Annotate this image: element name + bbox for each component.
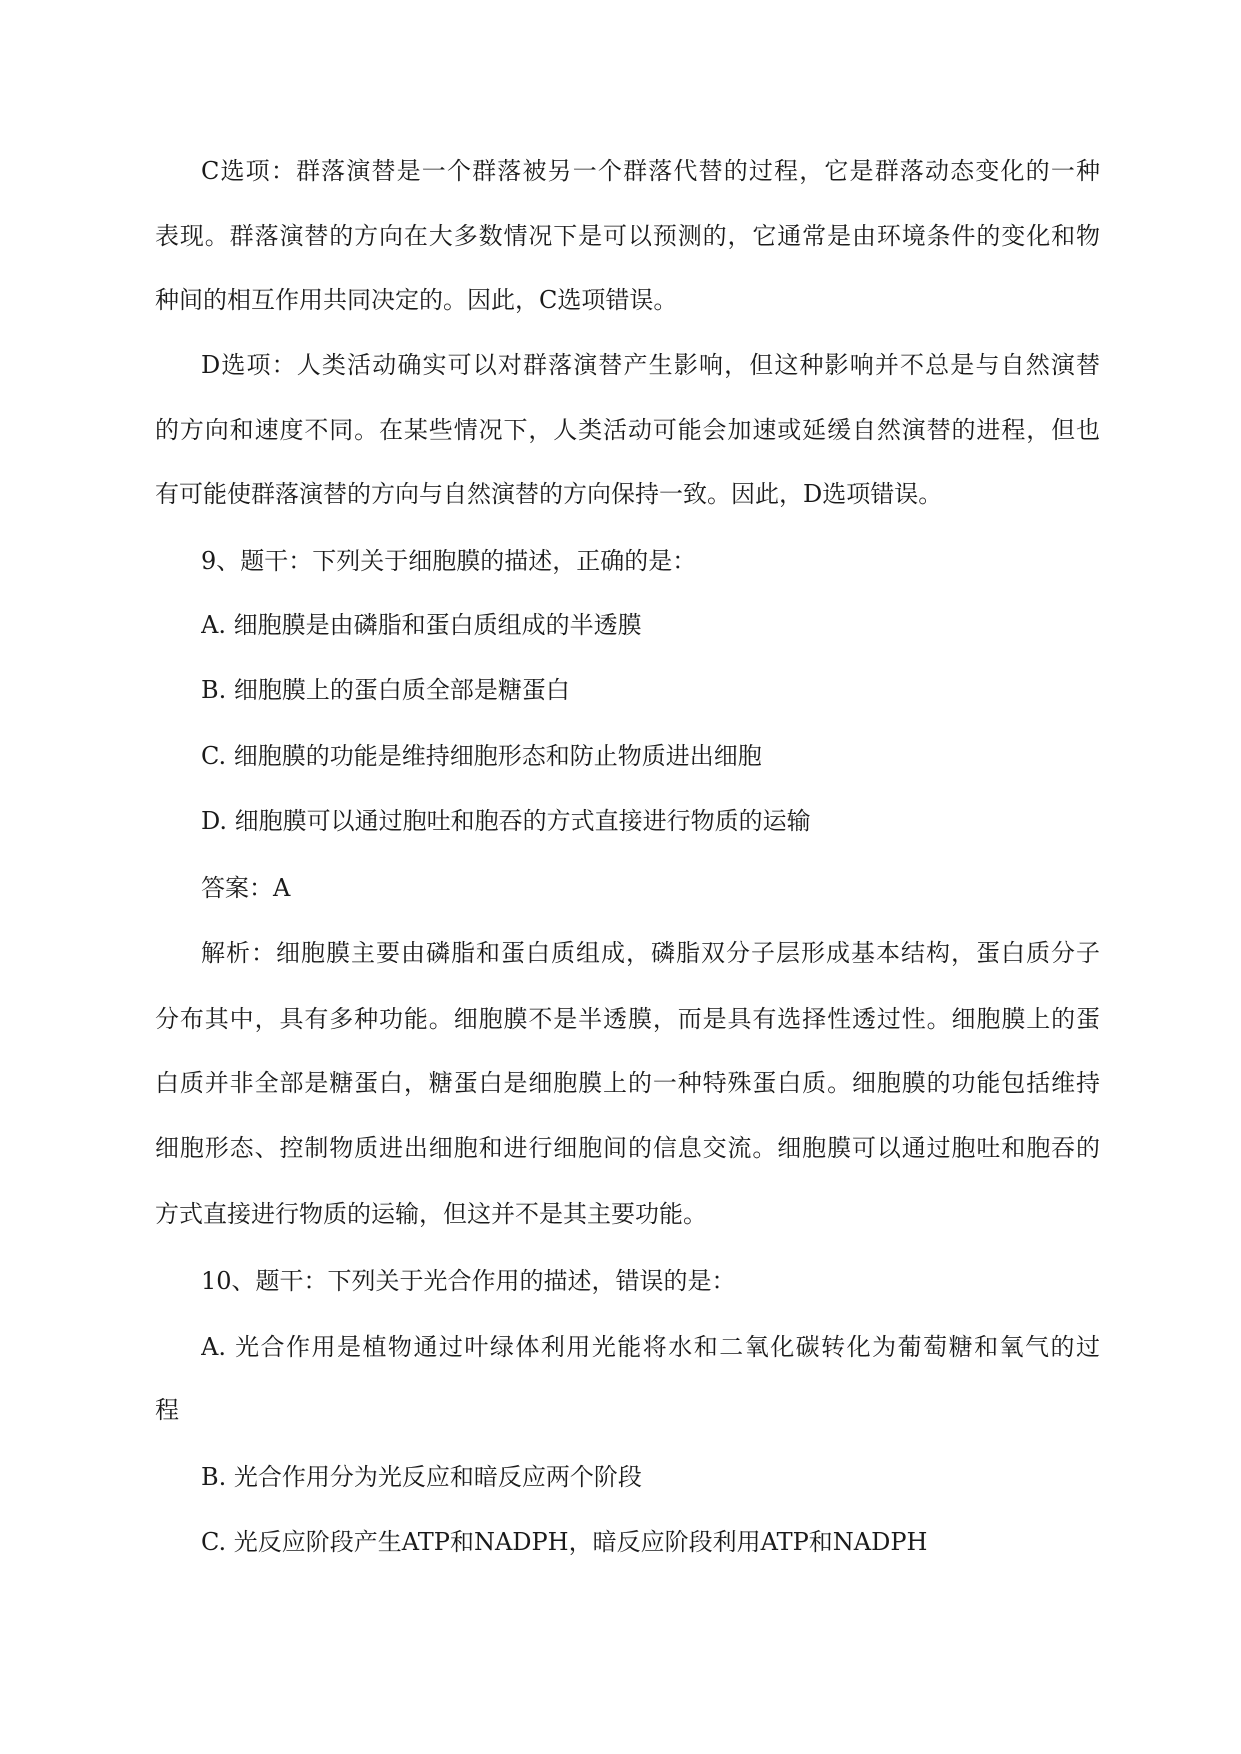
question-9-option-b: B. 细胞膜上的蛋白质全部是糖蛋白: [201, 676, 570, 704]
question-10-stem: 10、题干：下列关于光合作用的描述，错误的是：: [201, 1267, 736, 1295]
option-d-analysis-line: 有可能使群落演替的方向与自然演替的方向保持一致。因此，D选项错误。: [155, 480, 943, 508]
explanation-line: 方式直接进行物质的运输，但这并不是其主要功能。: [155, 1200, 707, 1228]
question-9-option-c: C. 细胞膜的功能是维持细胞形态和防止物质进出细胞: [201, 742, 762, 770]
question-9-stem: 9、题干：下列关于细胞膜的描述，正确的是：: [201, 547, 697, 575]
option-c-analysis-line: C选项：群落演替是一个群落被另一个群落代替的过程，它是群落动态变化的一种: [201, 157, 1100, 185]
question-10-option-b: B. 光合作用分为光反应和暗反应两个阶段: [201, 1463, 642, 1491]
option-d-analysis-line: D选项：人类活动确实可以对群落演替产生影响，但这种影响并不总是与自然演替: [201, 351, 1100, 379]
question-9-answer: 答案：A: [201, 874, 291, 902]
question-10-option-c: C. 光反应阶段产生ATP和NADPH，暗反应阶段利用ATP和NADPH: [201, 1528, 928, 1556]
option-a-line: 程: [155, 1396, 179, 1424]
option-c-analysis-line: 表现。群落演替的方向在大多数情况下是可以预测的，它通常是由环境条件的变化和物: [155, 222, 1100, 250]
explanation-line: 白质并非全部是糖蛋白，糖蛋白是细胞膜上的一种特殊蛋白质。细胞膜的功能包括维持: [155, 1069, 1100, 1097]
explanation-line: 分布其中，具有多种功能。细胞膜不是半透膜，而是具有选择性透过性。细胞膜上的蛋: [155, 1005, 1100, 1033]
option-c-analysis-line: 种间的相互作用共同决定的。因此，C选项错误。: [155, 286, 678, 314]
question-9-option-a: A. 细胞膜是由磷脂和蛋白质组成的半透膜: [201, 611, 642, 639]
option-d-analysis-line: 的方向和速度不同。在某些情况下，人类活动可能会加速或延缓自然演替的进程，但也: [155, 416, 1100, 444]
option-a-line: A. 光合作用是植物通过叶绿体利用光能将水和二氧化碳转化为葡萄糖和氧气的过: [201, 1333, 1100, 1361]
explanation-line: 细胞形态、控制物质进出细胞和进行细胞间的信息交流。细胞膜可以通过胞吐和胞吞的: [155, 1134, 1100, 1162]
explanation-line: 解析：细胞膜主要由磷脂和蛋白质组成，磷脂双分子层形成基本结构，蛋白质分子: [201, 939, 1100, 967]
question-9-option-d: D. 细胞膜可以通过胞吐和胞吞的方式直接进行物质的运输: [201, 807, 811, 835]
